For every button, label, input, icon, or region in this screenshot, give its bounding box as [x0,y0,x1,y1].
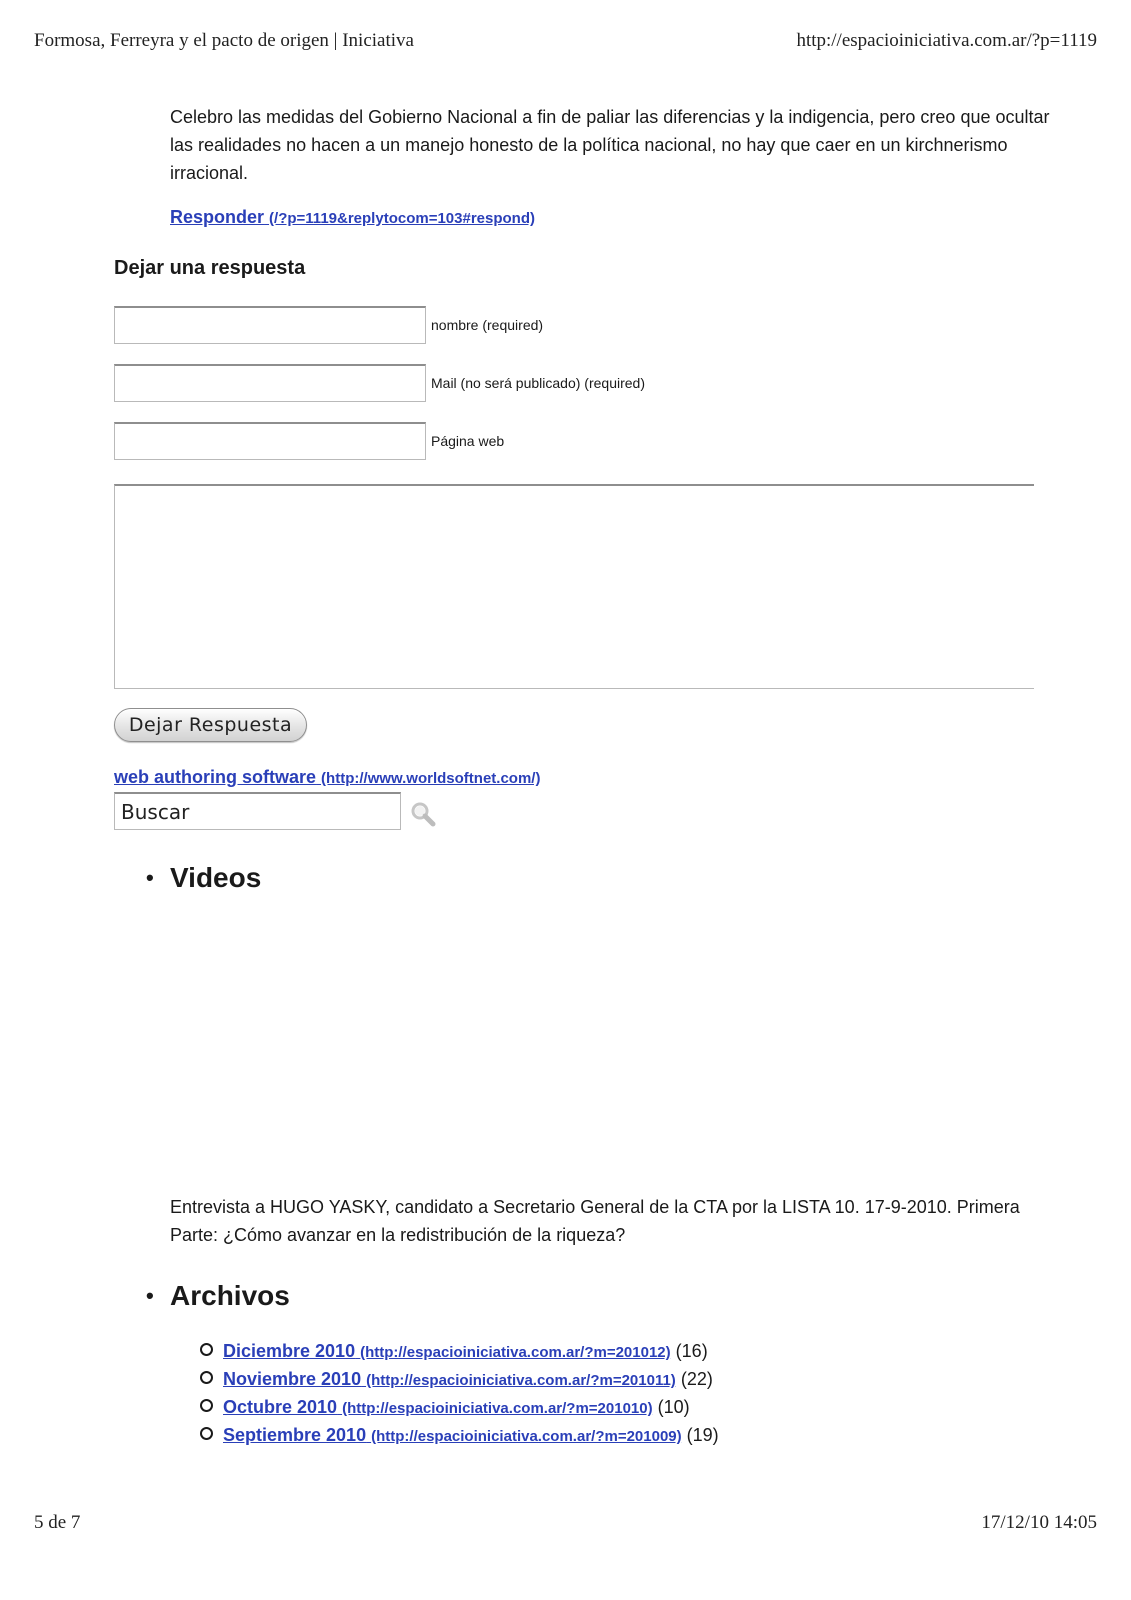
archive-link-diciembre-2010[interactable] [223,1341,671,1361]
video-description: Entrevista a HUGO YASKY, candidato a Secretario General de la CTA por la LISTA 10. 17-9-2010. Primera Parte: ¿Cómo avanzar en la redistribución de la riqueza? [170,1197,1020,1245]
archive-label: Septiembre 2010 [223,1425,367,1445]
print-header-title: Formosa, Ferreyra y el pacto de origen | Iniciativa [34,30,414,51]
archive-count: (22) [680,1369,713,1389]
archive-item [200,1393,719,1421]
reply-link-url: (/?p=1119&replytocom=103#respond) [269,210,535,227]
archive-count: (10) [657,1397,690,1417]
archive-label: Noviembre 2010 [223,1369,362,1389]
archive-url: (http://espacioiniciativa.com.ar/?m=201010) [342,1400,653,1417]
reply-link-label: Responder [170,207,265,227]
reply-link[interactable] [170,207,535,227]
comment-textarea[interactable] [114,484,1034,689]
archive-item [200,1337,719,1365]
circle-bullet-icon [200,1371,213,1384]
archive-item [200,1421,719,1449]
print-footer-page-number: 5 de 7 [34,1512,81,1533]
print-header-url: http://espacioiniciativa.com.ar/?p=1119 [796,30,1097,51]
name-label: nombre (required) [431,317,544,333]
archive-link-octubre-2010[interactable] [223,1397,653,1417]
archive-link-noviembre-2010[interactable] [223,1369,676,1389]
web-authoring-url: (http://www.worldsoftnet.com/) [321,770,541,787]
web-authoring-link[interactable] [114,767,540,787]
reply-link-wrapper [170,207,535,228]
videos-title [146,862,261,894]
mail-label: Mail (no será publicado) (required) [431,375,645,391]
circle-bullet-icon [200,1427,213,1440]
archive-url: (http://espacioiniciativa.com.ar/?m=201012) [360,1344,671,1361]
search-input[interactable] [114,792,401,830]
web-input[interactable] [114,422,426,460]
search-icon[interactable] [409,800,437,828]
web-label: Página web [431,433,505,449]
archive-label: Diciembre 2010 [223,1341,356,1361]
archives-list [200,1337,719,1449]
print-footer-datetime: 17/12/10 14:05 [981,1512,1097,1533]
videos-bullet: • [146,865,154,890]
archive-count: (19) [686,1425,719,1445]
comment-text: Celebro las medidas del Gobierno Nacional a fin de paliar las diferencias y la indigencia, pero creo que ocultar las realidades no hacen a un manejo honesto de la política nacional, no hay que caer en un kirchnerismo irracional. [170,107,1050,183]
videos-title-text: Videos [170,862,262,893]
archives-bullet: • [146,1283,154,1308]
web-authoring-label: web authoring software [114,767,317,787]
circle-bullet-icon [200,1343,213,1356]
archive-link-septiembre-2010[interactable] [223,1425,682,1445]
archive-count: (16) [675,1341,708,1361]
archive-url: (http://espacioiniciativa.com.ar/?m=201009) [371,1428,682,1445]
archives-title [146,1280,290,1312]
name-input[interactable] [114,306,426,344]
mail-input[interactable] [114,364,426,402]
submit-reply-button[interactable]: Dejar Respuesta [114,708,307,742]
circle-bullet-icon [200,1399,213,1412]
archive-label: Octubre 2010 [223,1397,338,1417]
archive-url: (http://espacioiniciativa.com.ar/?m=201011) [366,1372,676,1389]
archives-title-text: Archivos [170,1280,290,1311]
archive-item [200,1365,719,1393]
reply-form-title: Dejar una respuesta [114,257,306,279]
web-authoring-wrapper [114,767,540,788]
